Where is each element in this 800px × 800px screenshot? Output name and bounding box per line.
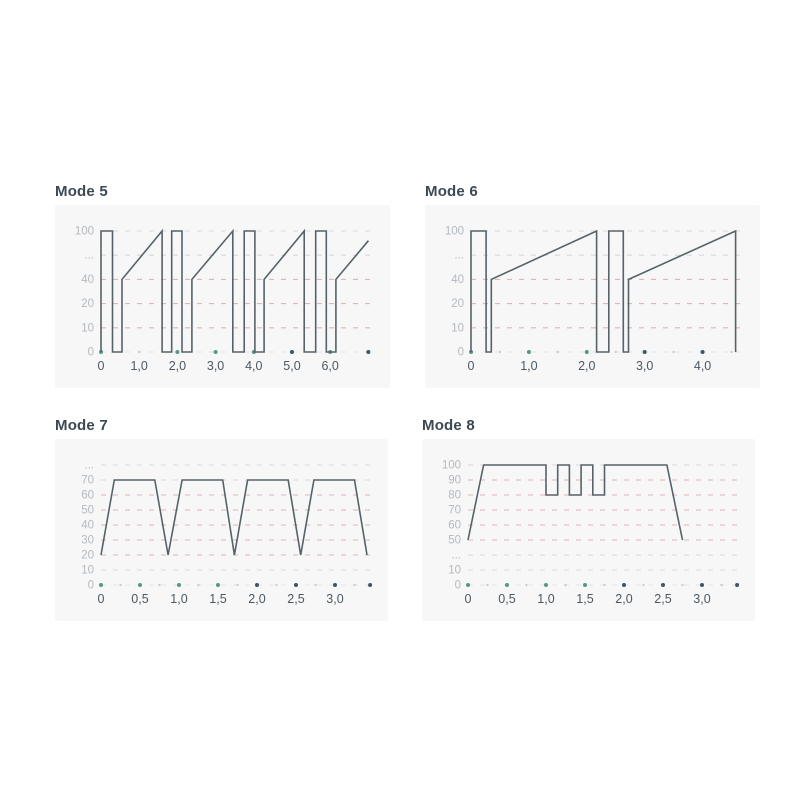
y-axis-label: 70 xyxy=(448,504,461,517)
axis-dot xyxy=(525,584,527,586)
y-axis-label: 0 xyxy=(87,579,94,592)
y-axis-label: 0 xyxy=(87,346,94,359)
axis-dot xyxy=(499,351,501,353)
y-axis-label: 60 xyxy=(81,489,94,502)
axis-dot xyxy=(730,351,732,353)
y-axis-label: 70 xyxy=(81,474,94,487)
x-axis-label: 2,5 xyxy=(654,592,672,606)
x-axis-label: 2,0 xyxy=(248,592,266,606)
y-axis-label: 20 xyxy=(81,298,94,311)
x-axis-label: 4,0 xyxy=(693,359,712,373)
y-axis-label: ... xyxy=(451,549,461,562)
x-axis-label: 3,0 xyxy=(635,359,654,373)
axis-dot xyxy=(175,350,179,354)
axis-dot xyxy=(505,583,509,587)
axis-dot xyxy=(294,583,298,587)
waveform-chart-mode8 xyxy=(422,439,755,621)
axis-dot xyxy=(255,583,259,587)
x-axis-label: 0 xyxy=(467,359,475,373)
axis-dot xyxy=(527,350,531,354)
axis-dot xyxy=(486,584,488,586)
y-axis-label: ... xyxy=(84,249,94,262)
axis-dot xyxy=(735,583,739,587)
y-axis-label: 0 xyxy=(454,579,461,592)
x-axis-label: 0 xyxy=(97,359,105,373)
x-axis-label: 0,5 xyxy=(131,592,149,606)
axis-dot xyxy=(583,583,587,587)
x-axis-label: 6,0 xyxy=(321,359,339,373)
axis-dot xyxy=(661,583,665,587)
axis-dot xyxy=(236,584,238,586)
waveform-chart-mode6 xyxy=(425,205,760,388)
waveform-line xyxy=(101,231,368,352)
axis-dot xyxy=(615,351,617,353)
waveform-chart-mode5 xyxy=(55,205,390,388)
y-axis-label: 0 xyxy=(457,346,464,359)
axis-dot xyxy=(368,583,372,587)
axis-dot xyxy=(564,584,566,586)
axis-dot xyxy=(603,584,605,586)
axis-dot xyxy=(700,583,704,587)
y-axis-label: 10 xyxy=(448,564,461,577)
x-axis-label: 3,0 xyxy=(206,359,225,373)
axis-dot xyxy=(333,583,337,587)
x-axis-label: 0 xyxy=(464,592,472,606)
chart-title-mode-6: Mode 6 xyxy=(425,183,478,200)
y-axis-label: ... xyxy=(454,249,464,262)
x-axis-label: 1,0 xyxy=(170,592,188,606)
axis-dot xyxy=(158,584,160,586)
axis-dot xyxy=(366,350,370,354)
y-axis-label: 100 xyxy=(444,225,464,238)
axis-dot xyxy=(214,350,218,354)
axis-dot xyxy=(197,584,199,586)
y-axis-label: 30 xyxy=(81,534,94,547)
x-axis-label: 1,5 xyxy=(576,592,594,606)
axis-dot xyxy=(466,583,470,587)
axis-dot xyxy=(290,350,294,354)
x-axis-label: 0 xyxy=(97,592,105,606)
x-axis-label: 3,0 xyxy=(326,592,344,606)
axis-dot xyxy=(720,584,722,586)
x-axis-label: 5,0 xyxy=(283,359,301,373)
y-axis-label: 40 xyxy=(81,273,94,286)
axis-dot xyxy=(622,583,626,587)
y-axis-label: 40 xyxy=(451,273,464,286)
axis-dot xyxy=(544,583,548,587)
axis-dot xyxy=(585,350,589,354)
axis-dot xyxy=(177,583,181,587)
axis-dot xyxy=(701,350,705,354)
axis-dot xyxy=(138,583,142,587)
waveform-line xyxy=(101,480,367,555)
y-axis-label: 90 xyxy=(448,474,461,487)
y-axis-label: 60 xyxy=(448,519,461,532)
x-axis-label: 0,5 xyxy=(498,592,516,606)
y-axis-label: 50 xyxy=(448,534,461,547)
y-axis-label: 10 xyxy=(81,564,94,577)
x-axis-label: 1,0 xyxy=(130,359,148,373)
y-axis-label: 100 xyxy=(441,459,461,472)
axis-dot xyxy=(643,350,647,354)
x-axis-label: 3,0 xyxy=(693,592,711,606)
y-axis-label: 10 xyxy=(81,322,94,335)
x-axis-label: 4,0 xyxy=(245,359,263,373)
y-axis-label: 10 xyxy=(451,322,464,335)
y-axis-label: 20 xyxy=(451,298,464,311)
waveform-line xyxy=(471,231,736,352)
y-axis-label: 50 xyxy=(81,504,94,517)
chart-title-mode-5: Mode 5 xyxy=(55,183,108,200)
y-axis-label: ... xyxy=(84,459,94,472)
axis-dot xyxy=(216,583,220,587)
x-axis-label: 2,0 xyxy=(615,592,633,606)
waveform-line xyxy=(468,465,683,540)
axis-dot xyxy=(557,351,559,353)
axis-dot xyxy=(119,584,121,586)
chart-title-mode-7: Mode 7 xyxy=(55,417,108,434)
axis-dot xyxy=(314,584,316,586)
axis-dot xyxy=(138,351,140,353)
chart-panel-mode-7 xyxy=(55,439,388,621)
y-axis-label: 100 xyxy=(74,225,94,238)
axis-dot xyxy=(275,584,277,586)
chart-panel-mode-6 xyxy=(425,205,760,388)
x-axis-label: 1,5 xyxy=(209,592,227,606)
waveform-chart-mode7 xyxy=(55,439,388,621)
x-axis-label: 1,0 xyxy=(537,592,555,606)
axis-dot xyxy=(642,584,644,586)
axis-dot xyxy=(99,583,103,587)
x-axis-label: 2,0 xyxy=(578,359,596,373)
y-axis-label: 40 xyxy=(81,519,94,532)
x-axis-label: 2,5 xyxy=(287,592,305,606)
axis-dot xyxy=(353,584,355,586)
y-axis-label: 80 xyxy=(448,489,461,502)
chart-panel-mode-5 xyxy=(55,205,390,388)
x-axis-label: 1,0 xyxy=(520,359,538,373)
chart-title-mode-8: Mode 8 xyxy=(422,417,475,434)
x-axis-label: 2,0 xyxy=(168,359,187,373)
axis-dot xyxy=(681,584,683,586)
chart-panel-mode-8 xyxy=(422,439,755,621)
y-axis-label: 20 xyxy=(81,549,94,562)
axis-dot xyxy=(672,351,674,353)
